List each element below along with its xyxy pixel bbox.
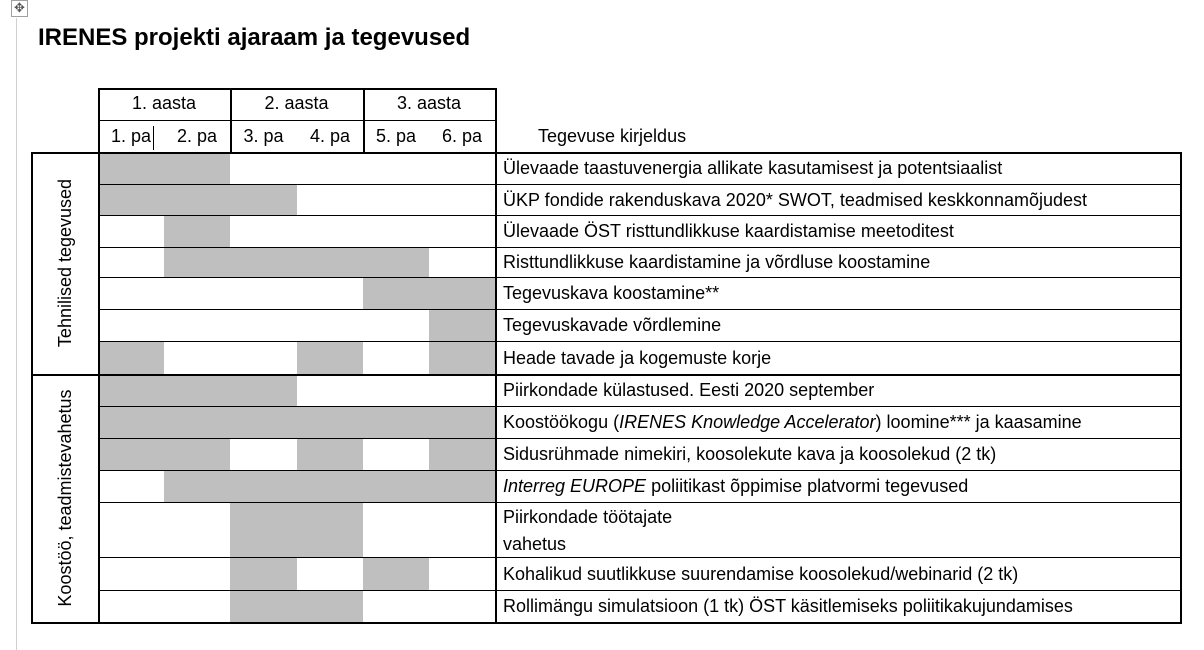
row-separator xyxy=(98,184,1180,185)
group-label: Koostöö, teadmistevahetus xyxy=(54,389,75,607)
period-header: 4. pa xyxy=(309,126,351,146)
timeline-bar-cell xyxy=(230,557,297,590)
year-header: 2. aasta xyxy=(264,93,329,113)
timeline-bar-cell xyxy=(429,406,495,438)
activity-description-part: ) loomine*** ja kaasamine xyxy=(875,412,1082,432)
row-separator xyxy=(98,215,1180,216)
page-title: IRENES projekti ajaraam ja tegevused xyxy=(38,24,471,51)
row-separator xyxy=(98,557,1180,558)
activity-description-italic: IRENES Knowledge Accelerator xyxy=(619,412,876,432)
activity-description: Rollimängu simulatsioon (1 tk) ÖST käsitlemiseks poliitikakujundamises xyxy=(503,596,1073,616)
timeline-bar-cell xyxy=(297,341,363,374)
timeline-bar-cell xyxy=(230,590,297,622)
group-label: Tehnilised tegevused xyxy=(54,178,75,348)
timeline-bar-cell xyxy=(363,557,429,590)
row-separator xyxy=(98,438,1180,439)
timeline-bar-cell xyxy=(297,470,363,502)
timeline-bar-cell xyxy=(164,374,230,406)
timeline-bar-cell xyxy=(363,406,429,438)
timeline-bar-cell xyxy=(429,470,495,502)
group-separator xyxy=(31,374,1182,376)
row-separator xyxy=(98,341,1180,342)
timeline-bar-cell xyxy=(164,438,230,470)
timeline-bar-cell xyxy=(164,184,230,215)
activity-description: Piirkondade külastused. Eesti 2020 september xyxy=(503,380,875,400)
row-separator xyxy=(98,590,1180,591)
timeline-bar-cell xyxy=(230,247,297,277)
row-separator xyxy=(98,406,1180,407)
year-header: 1. aasta xyxy=(131,93,197,113)
table-bottom-border xyxy=(31,622,1182,624)
activity-description: ÜKP fondide rakenduskava 2020* SWOT, teadmised keskkonnamõjudest xyxy=(503,189,1087,210)
timeline-bar-cell xyxy=(363,247,429,277)
period-header: 5. pa xyxy=(375,126,417,146)
timeline-bar-cell xyxy=(230,374,297,406)
activity-description: Tegevuskava koostamine** xyxy=(503,283,720,303)
timeline-bar-cell xyxy=(429,277,495,309)
activity-description: Kohalikud suutlikkuse suurendamise koosolekud/webinarid (2 tk) xyxy=(503,563,1019,584)
timeline-bar-cell xyxy=(429,341,495,374)
activity-description-part: Koostöökogu ( xyxy=(503,412,620,432)
year-header: 3. aasta xyxy=(396,93,462,113)
year-divider xyxy=(495,88,497,152)
activity-description: Ülevaade ÖST risttundlikkuse kaardistamise meetoditest xyxy=(503,221,954,241)
period-divider-1 xyxy=(153,126,154,150)
timeline-bar-cell xyxy=(98,152,164,184)
activity-description-line: Piirkondade töötajate xyxy=(503,507,673,527)
table-right-border xyxy=(1180,152,1182,624)
timeline-bar-cell xyxy=(164,152,230,184)
timeline-bar-cell xyxy=(363,277,429,309)
timeline-bar-cell xyxy=(363,470,429,502)
activity-description xyxy=(503,474,968,498)
activity-description-part: poliitikast õppimise platvormi tegevused xyxy=(646,476,969,496)
timeline-bar-cell xyxy=(164,215,230,247)
row-separator xyxy=(98,502,1180,503)
timeline-bar-cell xyxy=(429,438,495,470)
table-top-border xyxy=(31,152,1182,154)
timeline-bar-cell xyxy=(230,184,297,215)
table-move-handle-icon[interactable]: ✥ xyxy=(11,0,28,17)
activity-description: Ülevaade taastuvenergia allikate kasutamisest ja potentsiaalist xyxy=(503,158,1003,178)
timeline-bar-cell xyxy=(429,309,495,341)
table-left-border xyxy=(31,152,33,624)
page-margin-line xyxy=(16,18,17,650)
timeline-bar-cell xyxy=(297,502,363,557)
timeline-bar-cell xyxy=(230,470,297,502)
activity-description xyxy=(503,505,672,559)
timeline-bar-cell xyxy=(164,406,230,438)
activity-description: Sidusrühmade nimekiri, koosolekute kava ja koosolekud (2 tk) xyxy=(503,444,997,464)
timeline-bar-cell xyxy=(98,184,164,215)
description-column-header: Tegevuse kirjeldus xyxy=(538,126,687,146)
activity-description-italic: Interreg EUROPE xyxy=(503,476,647,496)
period-header: 2. pa xyxy=(176,126,218,146)
timeline-bar-cell xyxy=(297,590,363,622)
group-column-border xyxy=(98,152,100,622)
timeline-bar-cell xyxy=(230,406,297,438)
row-separator xyxy=(98,470,1180,471)
row-separator xyxy=(98,309,1180,310)
activity-description xyxy=(503,410,1082,434)
timeline-bar-cell xyxy=(297,247,363,277)
activity-description: Tegevuskavade võrdlemine xyxy=(503,315,722,335)
timeline-bar-cell xyxy=(230,502,297,557)
timeline-bar-cell xyxy=(98,374,164,406)
timeline-bar-cell xyxy=(297,438,363,470)
period-header: 1. pa xyxy=(110,126,152,146)
row-separator xyxy=(98,277,1180,278)
header-top-border xyxy=(98,88,497,90)
year-period-divider xyxy=(98,120,495,121)
activity-description-line: vahetus xyxy=(503,534,567,554)
timeline-bar-cell xyxy=(164,247,230,277)
activity-description: Risttundlikkuse kaardistamine ja võrdluse koostamine xyxy=(503,252,931,272)
period-header: 3. pa xyxy=(243,126,284,146)
row-separator xyxy=(98,247,1180,248)
activity-description: Heade tavade ja kogemuste korje xyxy=(503,347,772,368)
timeline-bar-cell xyxy=(297,406,363,438)
timeline-bar-cell xyxy=(98,341,164,374)
timeline-bar-cell xyxy=(98,406,164,438)
timeline-right-border xyxy=(495,152,497,622)
timeline-bar-cell xyxy=(98,438,164,470)
period-header: 6. pa xyxy=(441,126,483,146)
timeline-bar-cell xyxy=(164,470,230,502)
